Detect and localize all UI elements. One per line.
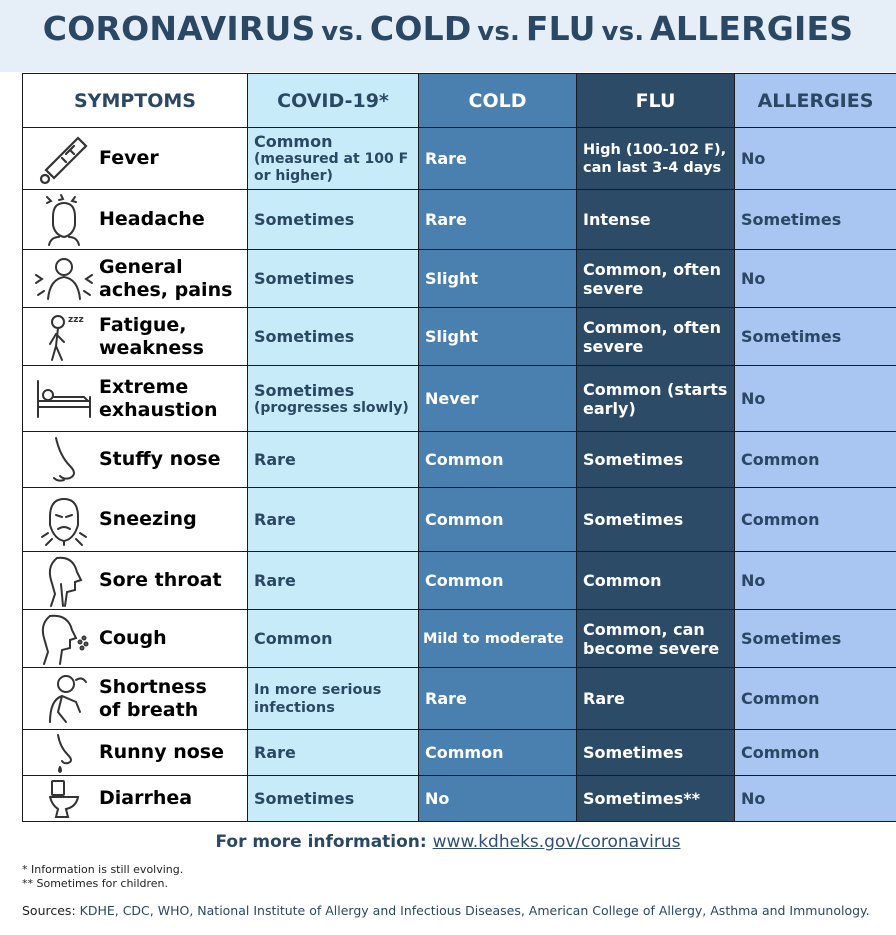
flu-cell: Sometimes [577, 488, 735, 552]
symptom-name: Headache [99, 208, 205, 230]
symptom-name: Stuffy nose [99, 448, 221, 470]
header-row [23, 74, 896, 128]
table-row [23, 128, 896, 190]
cough-icon [29, 612, 99, 666]
page-title [0, 9, 896, 48]
flu-cell: Rare [577, 668, 735, 730]
symptom-name: Fever [99, 147, 159, 169]
header-cold: COLD [419, 74, 577, 128]
cold-cell: Common [419, 432, 577, 488]
allergies-cell: No [735, 776, 896, 822]
flu-cell: High (100-102 F), can last 3-4 days [577, 128, 735, 190]
table-row [23, 366, 896, 432]
table-row [23, 488, 896, 552]
header-allergies: ALLERGIES [735, 74, 896, 128]
footnote-evolving: * Information is still evolving. [22, 863, 184, 876]
short-breath-icon [29, 672, 99, 726]
cold-cell: Slight [419, 308, 577, 366]
covid-value: Sometimes [254, 327, 355, 346]
symptom-name: Extreme [99, 375, 189, 398]
symptom-cell [23, 552, 248, 610]
tired-person-icon [29, 312, 99, 362]
bed-icon [29, 377, 99, 421]
title-vs: vs. [321, 17, 365, 47]
sources-line [22, 903, 870, 918]
symptom-cell [23, 308, 248, 366]
toilet-icon [29, 779, 99, 819]
symptom-name: General [99, 255, 183, 278]
cold-cell: Common [419, 552, 577, 610]
covid-cell [248, 128, 419, 190]
cold-cell: Common [419, 730, 577, 776]
title-vs: vs. [477, 17, 521, 47]
flu-cell: Sometimes [577, 730, 735, 776]
cold-cell: Never [419, 366, 577, 432]
covid-cell [248, 610, 419, 668]
cold-cell: No [419, 776, 577, 822]
symptom-name: Sore throat [99, 569, 222, 591]
allergies-cell: No [735, 366, 896, 432]
symptom-name: Runny nose [99, 741, 224, 763]
cold-cell: Common [419, 488, 577, 552]
symptom-cell [23, 128, 248, 190]
allergies-cell: Common [735, 730, 896, 776]
flu-cell: Common, often severe [577, 308, 735, 366]
allergies-cell: No [735, 250, 896, 308]
symptom-cell [23, 668, 248, 730]
throat-icon [29, 554, 99, 608]
body-aches-icon [29, 255, 99, 303]
cold-cell: Slight [419, 250, 577, 308]
covid-value: Sometimes [254, 269, 355, 288]
covid-cell [248, 730, 419, 776]
covid-value: Common [254, 132, 333, 151]
table-row [23, 668, 896, 730]
covid-cell [248, 668, 419, 730]
runny-nose-icon [29, 733, 99, 773]
covid-cell [248, 190, 419, 250]
symptom-name: of breath [99, 698, 199, 721]
header-flu: FLU [577, 74, 735, 128]
covid-cell [248, 308, 419, 366]
nose-icon [29, 436, 99, 484]
allergies-cell: Sometimes [735, 610, 896, 668]
covid-cell [248, 488, 419, 552]
title-coronavirus: CORONAVIRUS [42, 9, 316, 48]
table-row [23, 432, 896, 488]
thermometer-icon [29, 132, 99, 186]
symptom-cell [23, 610, 248, 668]
covid-value: Rare [254, 571, 296, 590]
symptom-cell [23, 250, 248, 308]
table-row [23, 552, 896, 610]
flu-cell: Intense [577, 190, 735, 250]
svg-text:zzz: zzz [68, 314, 84, 325]
covid-detail: (measured at 100 F or higher) [254, 151, 409, 184]
covid-cell [248, 366, 419, 432]
covid-value: Rare [254, 743, 296, 762]
symptom-name: aches, pains [99, 278, 233, 301]
covid-value: Rare [254, 510, 296, 529]
symptom-cell [23, 488, 248, 552]
covid-cell [248, 552, 419, 610]
covid-cell [248, 776, 419, 822]
table-row [23, 730, 896, 776]
allergies-cell: Sometimes [735, 308, 896, 366]
table-row [23, 190, 896, 250]
allergies-cell: No [735, 552, 896, 610]
title-cold: COLD [369, 9, 472, 48]
covid-detail: In more serious infections [254, 681, 382, 716]
covid-value: Sometimes [254, 789, 355, 808]
header-covid: COVID-19* [248, 74, 419, 128]
title-vs: vs. [601, 17, 645, 47]
footnote-children: ** Sometimes for children. [22, 877, 169, 890]
cold-cell: Rare [419, 128, 577, 190]
allergies-cell: Sometimes [735, 190, 896, 250]
headache-icon [29, 193, 99, 247]
covid-cell [248, 432, 419, 488]
more-info-link[interactable]: www.kdheks.gov/coronavirus [432, 832, 681, 852]
table-row [23, 250, 896, 308]
title-flu: FLU [525, 9, 596, 48]
flu-cell: Sometimes [577, 432, 735, 488]
covid-value: Rare [254, 450, 296, 469]
more-info [0, 832, 896, 852]
header-symptoms: SYMPTOMS [23, 74, 248, 128]
symptom-name: exhaustion [99, 398, 218, 421]
cold-cell: Rare [419, 190, 577, 250]
cold-cell: Mild to moderate [419, 610, 577, 668]
title-allergies: ALLERGIES [650, 9, 854, 48]
symptom-name: Fatigue, [99, 313, 187, 336]
symptom-name: weakness [99, 336, 204, 359]
allergies-cell: No [735, 128, 896, 190]
covid-value: Sometimes [254, 210, 355, 229]
sneezing-face-icon [29, 493, 99, 547]
sources-text: KDHE, CDC, WHO, National Institute of Allergy and Infectious Diseases, American College of Allergy, Asthma and Immunology. [79, 903, 870, 918]
flu-cell: Common, can become severe [577, 610, 735, 668]
flu-cell: Common (starts early) [577, 366, 735, 432]
allergies-cell: Common [735, 668, 896, 730]
sources-label: Sources: [22, 903, 76, 918]
symptom-name: Diarrhea [99, 787, 193, 809]
covid-cell [248, 250, 419, 308]
flu-cell: Common [577, 552, 735, 610]
symptom-name: Cough [99, 627, 167, 649]
flu-cell: Sometimes** [577, 776, 735, 822]
covid-value: Common [254, 629, 333, 648]
symptom-cell [23, 190, 248, 250]
table-row [23, 776, 896, 822]
symptom-cell [23, 366, 248, 432]
symptom-cell [23, 776, 248, 822]
symptom-cell [23, 432, 248, 488]
symptom-cell [23, 730, 248, 776]
symptom-table [22, 73, 896, 822]
symptom-name: Sneezing [99, 508, 197, 530]
covid-detail: (progresses slowly) [254, 399, 409, 416]
flu-cell: Common, often severe [577, 250, 735, 308]
symptom-name: Shortness [99, 675, 207, 698]
more-info-label: For more information: [215, 832, 427, 852]
allergies-cell: Common [735, 432, 896, 488]
table-row [23, 308, 896, 366]
cold-cell: Rare [419, 668, 577, 730]
table-row [23, 610, 896, 668]
covid-value: Sometimes [254, 380, 355, 400]
allergies-cell: Common [735, 488, 896, 552]
